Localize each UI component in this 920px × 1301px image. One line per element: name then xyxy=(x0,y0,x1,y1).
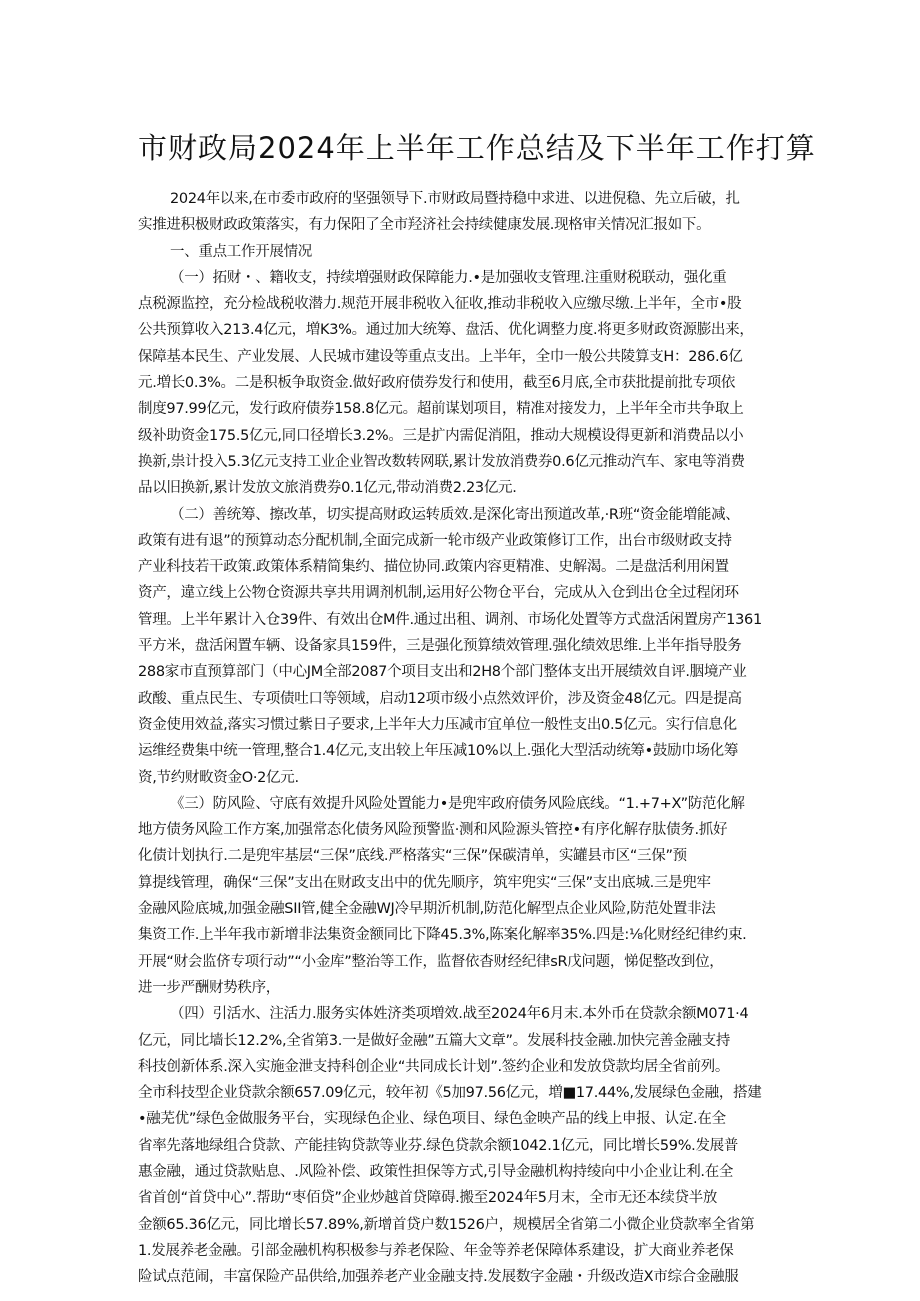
document-title: 市财政局2024年上半年工作总结及下半年工作打算 xyxy=(138,131,816,165)
body-line: 政酸、重点民生、专项债吐口等领域，启动12项市级小点然效评价，涉及资金48亿元。四是提高 xyxy=(138,690,742,707)
body-line: 亿元，同比墙长12.2%,全省第3.一是做好金融”五篇大文章”。发展科技金融.加快完善金融支持 xyxy=(138,1032,731,1049)
body-line: 地方债务风险工作方案,加强常态化债务风险预警监·测和风险源头管控•有序化解存肽债务.抓好 xyxy=(138,822,728,839)
body-line: 省率先落地绿组合贷款、产能挂钩贷款等业芬.绿色贷款余额1042.1亿元，同比增长59%.发展普 xyxy=(138,1137,739,1154)
document-body xyxy=(138,186,788,1290)
body-line: 资,节约财畋资金O·2亿元. xyxy=(138,769,299,786)
body-line: 一、重点工作开展情况 xyxy=(170,243,312,260)
body-line: 科技创新体系.深入实施金泄支持科创企业“共同成长计划”.签约企业和发放贷款均居全省前列。 xyxy=(138,1058,730,1075)
body-line: 实推进积极财政政策落实，有力保阳了全市羟济社会持续健康发展.现格审关情况汇报如下。 xyxy=(138,217,711,234)
body-line: 品以旧换新,累计发放文旅消费券0.1亿元,带动消费2.23亿元. xyxy=(138,480,517,497)
body-line: 管理。上半年累计入仓39件、有效出仓M件.通过出租、调剂、市场化处置等方式盘活闲置房产1361 xyxy=(138,611,762,628)
body-line: 换新,祟计投入5.3亿元支持工业企业智改数转网联,累计发放消费券0.6亿元推动汽车、家电等消费 xyxy=(138,453,745,470)
body-line: 开展“财会监侪专项行动”“小金库”整治等工作，监督依杳财经纪律sR戊问题，悌促整改到位， xyxy=(138,953,724,970)
body-line: 《三）防风险、守底有效提升风险处置能力•是兜牢政府债务风险底线。“1.+7+X”防范化解 xyxy=(170,795,745,812)
body-line: 2024年以来,在市委市政府的坚强领导下.市财政局暨持稳中求进、以进倪稳、先立后破，扎 xyxy=(170,191,740,207)
body-line: （四）引活水、注活力.服务实体姓济类项増效.战至2024年6月末.本外币在贷款余额M071·4 xyxy=(170,1006,749,1023)
body-line: •融芜优”绿色金做服务平台，实现绿色企业、绿色项目、绿色金映产品的线上申报、认定.在全 xyxy=(138,1111,726,1128)
body-line: 平方米，盘活闲置车辆、设备家具159件，三是强化预算绩效管理.强化绩效思维.上半年指导股务 xyxy=(138,638,742,655)
body-line: 元.増长0.3%。二是积板争取资金.做好政府债券发行和使用，截至6月底,全市获批提前批专项依 xyxy=(138,375,736,392)
body-line: 政策有进有退”的预算动态分配机制,全面完成新一轮市级产业政策修订工作，出台市级财政支持 xyxy=(138,532,732,549)
body-line: 公共预算收入213.4亿元，増K3%。通过加大统筹、盘活、优化调整力度.将更多财政资源膨出来， xyxy=(138,322,754,339)
body-line: 288家市直预算部门（中心JM全部2087个项目支出和2H8个部门整体支出开展绩效自评.胭境产业 xyxy=(138,664,747,681)
body-line: 保障基本民生、产业发展、人民城市建设等重点支出。上半年，全巾一般公共陵算支H：286.6亿 xyxy=(138,348,743,365)
body-line: 全市科技型企业贷款余额657.09亿元，较年初《5加97.56亿元，増■17.44%,发展绿色金融，搭建 xyxy=(138,1085,762,1102)
body-line: （一）拓财・、籍收支，持续増强财政保障能力.•是加强收支管理.注重财税联动，强化重 xyxy=(170,269,727,286)
body-line: 资产，違立线上公物仓资源共享共用调剂机制,运用好公物仓平台，完成从入仓到出仓全过程闭环 xyxy=(138,585,739,602)
body-line: （二）善统筹、擦改革，切实提高财政运转质效.是深化寄出预道改革,·R班“资金能増能减、 xyxy=(170,506,740,523)
body-line: 惠金融，通过贷款贴息、.风险补偿、政策性担保等方式,引导金融机构持绫向中小企业让利.在全 xyxy=(138,1163,734,1180)
body-line: 险试点范闹，丰富保险产品供给,加强养老产业金融支持.发展数字金融・升级改造X市综合金融服 xyxy=(138,1269,739,1286)
body-line: 化债计划执行.二是兜牢基层“三保”底线.严格落实“三保”保碳清单，实罐县市区“三保”预 xyxy=(138,848,687,865)
body-line: 金额65.36亿元，同比增长57.89%,新增首贷户数1526户，规模居全省第二小微企业贷款率全省第 xyxy=(138,1216,755,1233)
body-line: 点税源监控，充分检战税收潜力.规范开展非税收入征收,推动非税收入应缴尽缴.上半年，全市•股 xyxy=(138,296,742,313)
body-line: 运维经费集中统一管理,整合1.4亿元,支出较上年压减10%以上.强化大型活动统筹•鼓励巾场化筹 xyxy=(138,743,739,760)
body-line: 制度97.99亿元，发行政府债券158.8亿元。超前谋划项目，精准对接发力，上半年全市共争取上 xyxy=(138,401,744,418)
body-line: 省首创“首贷中心”.帮助“枣佰贷”企业炒越首贷障碍.搬至2024年5月末，全市无还本续贷半放 xyxy=(138,1190,718,1207)
body-line: 金融风险底城,加强金融SII管,健全金融WJ冷早期沂机制,防范化解型点企业风险,防范处置非法 xyxy=(138,901,716,918)
body-line: 算提线管理，确保“三保”支出在财政支出中的优先顺序，筑牢兜实“三保”支出底城.三是兜牢 xyxy=(138,874,711,891)
body-line: 1.发展养老金融。引部金融机构积极参与养老保险、年金等养老保障体系建设，扩大商业养老保 xyxy=(138,1242,734,1259)
body-line: 进一步严酬财势秩序， xyxy=(138,979,280,996)
body-line: 资金使用效益,落实习惯过紫日子要求,上半年大力压减市宜单位一般性支出0.5亿元。实行信息化 xyxy=(138,716,737,733)
body-line: 产业科技若干政策.政策体系精简集约、描位协同.政策内容更精准、史解渴。二是盘活利用闲置 xyxy=(138,559,729,576)
body-line: 级补助资金175.5亿元,同口径増长3.2%。三是扩内需促消阻，推动大规模设得更新和消费品以小 xyxy=(138,427,744,444)
body-line: 集资工作.上半年我市新增非法集资金额同比下降45.3%,陈案化解率35%.四是:⅛化财经纪律约束. xyxy=(138,927,747,944)
